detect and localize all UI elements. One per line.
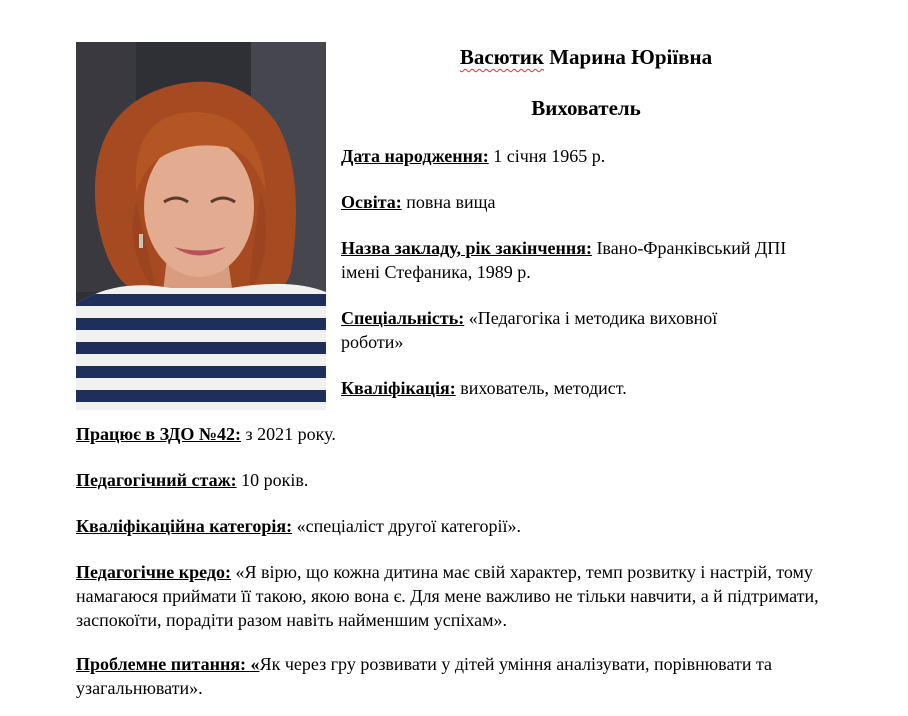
qualification-value: вихователь, методист. — [455, 378, 627, 398]
portrait-photo — [76, 42, 326, 410]
category-field — [76, 514, 856, 538]
institution-label: Назва закладу, рік закінчення: — [341, 238, 592, 258]
category-value: «спеціаліст другої категорії». — [292, 516, 522, 536]
given-names: Марина Юріївна — [543, 45, 713, 69]
education-label: Освіта: — [341, 192, 402, 212]
surname: Васютик — [459, 45, 544, 69]
experience-label: Педагогічний стаж: — [76, 470, 237, 490]
birth-date-field — [341, 144, 811, 168]
institution-field — [341, 236, 811, 284]
experience-field — [76, 468, 856, 492]
category-label: Кваліфікаційна категорія: — [76, 516, 293, 536]
person-name — [340, 44, 832, 70]
birth-date-label: Дата народження: — [341, 146, 489, 166]
working-since-label: Працює в ЗДО №42: — [76, 424, 242, 444]
education-field — [341, 190, 811, 214]
qualification-label: Кваліфікація: — [341, 378, 456, 398]
problem-field — [76, 652, 856, 700]
specialty-field — [341, 306, 781, 354]
experience-value: 10 років. — [236, 470, 309, 490]
credo-value: «Я вірю, що кожна дитина має свій характер, темп розвитку і настрій, тому намагаюся приймати її такою, якою вона є. Для мене важливо не тільки навчити, а й підтримати, заспокоїти, порадіти разом навіть найменшим успіхам». — [76, 562, 819, 630]
problem-label: Проблемне питання: « — [76, 654, 260, 674]
working-since-field — [76, 422, 856, 446]
specialty-value: «Педагогіка і методика виховної роботи» — [341, 308, 718, 352]
birth-date-value: 1 січня 1965 р. — [488, 146, 606, 166]
position-title: Вихователь — [531, 96, 641, 120]
working-since-value: з 2021 року. — [241, 424, 336, 444]
institution-value: Івано-Франківський ДПІ імені Стефаника, 1989 р. — [341, 238, 787, 282]
credo-label: Педагогічне кредо: — [76, 562, 232, 582]
education-value: повна вища — [401, 192, 496, 212]
problem-value: Як через гру розвивати у дітей уміння аналізувати, порівнювати та узагальнювати». — [76, 654, 773, 698]
specialty-label: Спеціальність: — [341, 308, 465, 328]
credo-field — [76, 560, 821, 632]
qualification-field — [341, 376, 811, 400]
